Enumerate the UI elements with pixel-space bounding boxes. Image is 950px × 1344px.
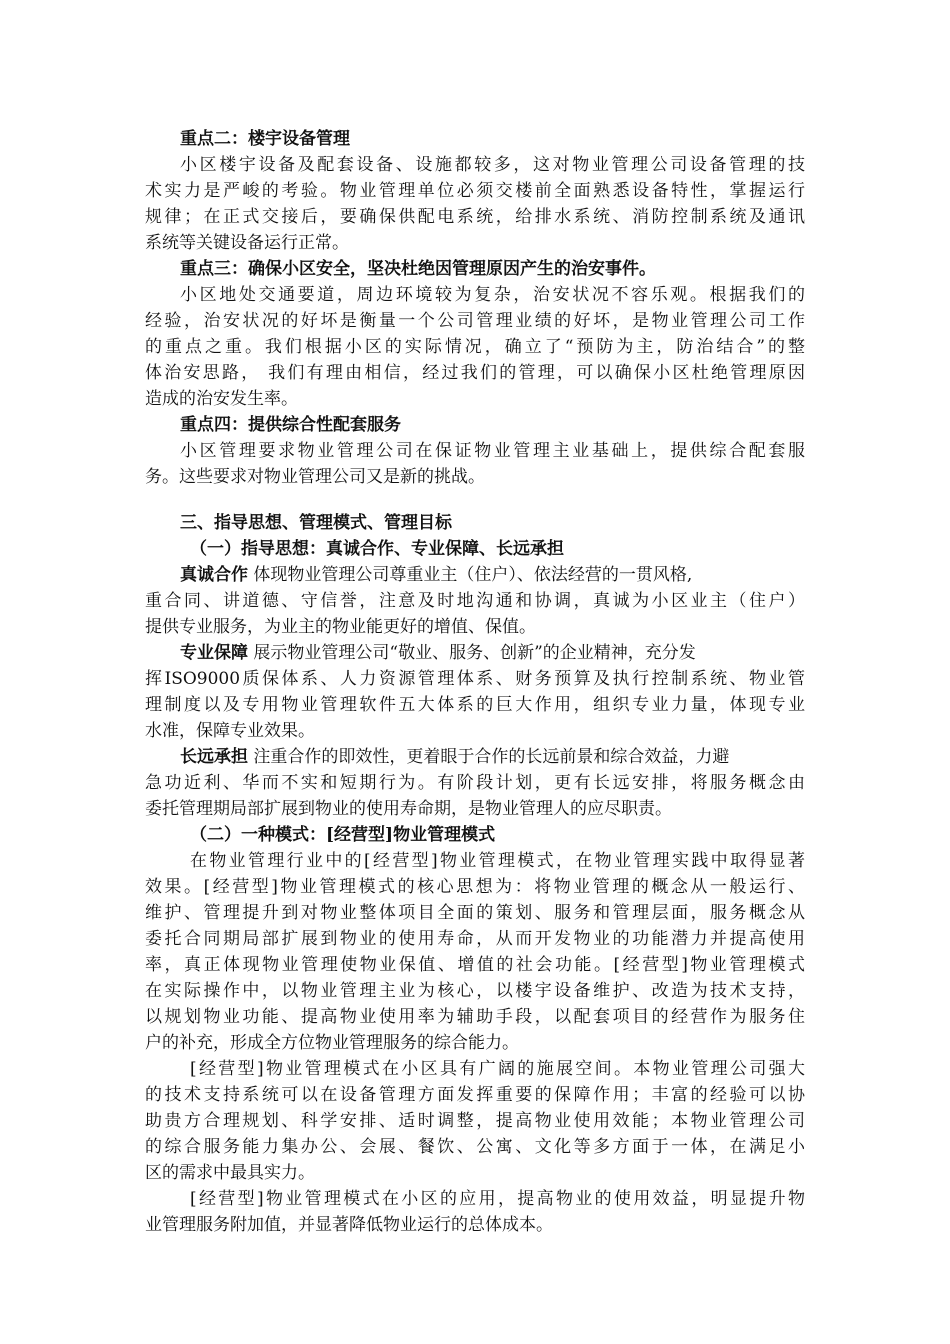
paragraph-line: 区的需求中最具实力。 bbox=[145, 1163, 315, 1183]
paragraph-line: 在物业管理行业中的[经营型]物业管理模式，在物业管理实践中取得显著 bbox=[190, 851, 805, 871]
subsection-heading: （一）指导思想：真诚合作、专业保障、长远承担 bbox=[190, 539, 564, 559]
principle-term: 长远承担 bbox=[180, 747, 248, 767]
section-heading: 重点四：提供综合性配套服务 bbox=[180, 415, 401, 435]
paragraph-line: [经营型]物业管理模式在小区具有广阔的施展空间。本物业管理公司强大 bbox=[190, 1059, 805, 1079]
paragraph-line: 水准，保障专业效果。 bbox=[145, 721, 315, 741]
paragraph-line: 急功近利、华而不实和短期行为。有阶段计划，更有长远安排，将服务概念由 bbox=[145, 773, 805, 793]
paragraph-line: 重合同、讲道德、守信誉，注意及时地沟通和协调，真诚为小区业主（住户） bbox=[145, 591, 805, 611]
principle-paragraph-first-line bbox=[180, 640, 805, 666]
paragraph-line: 挥ISO9000质保体系、人力资源管理体系、财务预算及执行控制系统、物业管 bbox=[145, 669, 805, 689]
paragraph-line: 小区管理要求物业管理公司在保证物业管理主业基础上，提供综合配套服 bbox=[180, 441, 805, 461]
paragraph-line: 经验，治安状况的好坏是衡量一个公司管理业绩的好坏，是物业管理公司工作 bbox=[145, 311, 805, 331]
paragraph-line: 提供专业服务，为业主的物业能更好的增值、保值。 bbox=[145, 617, 536, 637]
paragraph-line: 造成的治安发生率。 bbox=[145, 389, 298, 409]
paragraph-line: 委托管理期局部扩展到物业的使用寿命期，是物业管理人的应尽职责。 bbox=[145, 799, 672, 819]
paragraph-line: 体治安思路， 我们有理由相信，经过我们的管理，可以确保小区杜绝管理原因 bbox=[145, 363, 805, 383]
principle-paragraph-first-line bbox=[180, 744, 805, 770]
section-heading: 重点三：确保小区安全，坚决杜绝因管理原因产生的治安事件。 bbox=[180, 259, 656, 279]
paragraph-line: 系统等关键设备运行正常。 bbox=[145, 233, 349, 253]
paragraph-line: 小区楼宇设备及配套设备、设施都较多，这对物业管理公司设备管理的技 bbox=[180, 155, 805, 175]
paragraph-line: 率，真正体现物业管理使物业保值、增值的社会功能。[经营型]物业管理模式 bbox=[145, 955, 805, 975]
chapter-heading: 三、指导思想、管理模式、管理目标 bbox=[180, 513, 452, 533]
principle-term: 专业保障 bbox=[180, 643, 248, 663]
principle-text: 注重合作的即效性，更着眼于合作的长远前景和综合效益，力避 bbox=[248, 747, 730, 767]
paragraph-line: 以规划物业功能、提高物业使用率为辅助手段，以配套项目的经营作为服务住 bbox=[145, 1007, 805, 1027]
paragraph-line: 业管理服务附加值，并显著降低物业运行的总体成本。 bbox=[145, 1215, 553, 1235]
subsection-heading: （二）一种模式：[经营型]物业管理模式 bbox=[190, 825, 496, 845]
paragraph-line: 效果。[经营型]物业管理模式的核心思想为：将物业管理的概念从一般运行、 bbox=[145, 877, 805, 897]
paragraph-line: 规律；在正式交接后，要确保供配电系统，给排水系统、消防控制系统及通讯 bbox=[145, 207, 805, 227]
principle-text: 体现物业管理公司尊重业主（住户）、依法经营的一贯风格, bbox=[248, 565, 693, 585]
paragraph-line: 维护、管理提升到对物业整体项目全面的策划、服务和管理层面，服务概念从 bbox=[145, 903, 805, 923]
paragraph-line: 户的补充，形成全方位物业管理服务的综合能力。 bbox=[145, 1033, 519, 1053]
paragraph-line: 术实力是严峻的考验。物业管理单位必须交楼前全面熟悉设备特性，掌握运行 bbox=[145, 181, 805, 201]
paragraph-line: 小区地处交通要道，周边环境较为复杂，治安状况不容乐观。根据我们的 bbox=[180, 285, 805, 305]
paragraph-line: 的重点之重。我们根据小区的实际情况，确立了“预防为主，防治结合”的整 bbox=[145, 337, 805, 357]
principle-term: 真诚合作 bbox=[180, 565, 248, 585]
paragraph-line: 委托合同期局部扩展到物业的使用寿命，从而开发物业的功能潜力并提高使用 bbox=[145, 929, 805, 949]
section-heading: 重点二：楼宇设备管理 bbox=[180, 129, 350, 149]
paragraph-line: [经营型]物业管理模式在小区的应用，提高物业的使用效益，明显提升物 bbox=[190, 1189, 805, 1209]
paragraph-line: 的综合服务能力集办公、会展、餐饮、公寓、文化等多方面于一体，在满足小 bbox=[145, 1137, 805, 1157]
paragraph-line: 助贵方合理规划、科学安排、适时调整，提高物业使用效能；本物业管理公司 bbox=[145, 1111, 805, 1131]
principle-paragraph-first-line bbox=[180, 562, 805, 588]
paragraph-line: 务。这些要求对物业管理公司又是新的挑战。 bbox=[145, 467, 485, 487]
paragraph-line: 在实际操作中，以物业管理主业为核心，以楼宇设备维护、改造为技术支持， bbox=[145, 981, 805, 1001]
paragraph-line: 理制度以及专用物业管理软件五大体系的巨大作用，组织专业力量，体现专业 bbox=[145, 695, 805, 715]
principle-text: 展示物业管理公司“敬业、服务、创新”的企业精神，充分发 bbox=[248, 643, 696, 663]
paragraph-line: 的技术支持系统可以在设备管理方面发挥重要的保障作用；丰富的经验可以协 bbox=[145, 1085, 805, 1105]
